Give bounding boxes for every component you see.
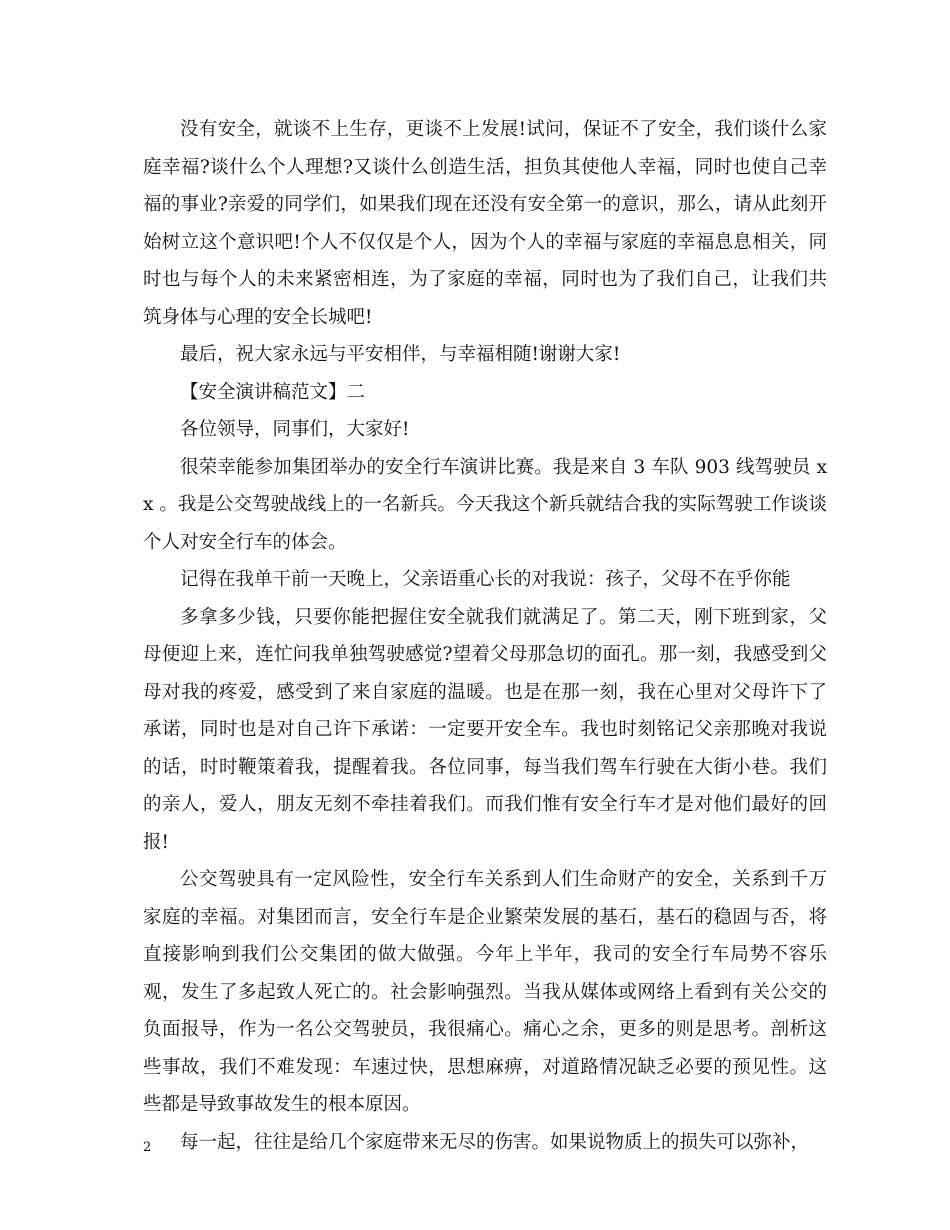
- page-number: 2: [143, 1140, 152, 1155]
- paragraph-parents-care: 多拿多少钱，只要你能把握住安全就我们就满足了。第二天，刚下班到家，父母便迎上来，连忙问我单独驾驶感觉?望着父母那急切的面孔。那一刻，我感受到父母对我的疼爱，感受到了来自家庭的温暖。也是在那一刻，我在心里对父母许下了承诺，同时也是对自己许下承诺：一定要开安全车。我也时刻铭记父亲那晚对我说的话，时时鞭策着我，提醒着我。各位同事，每当我们驾车行驶在大街小巷。我们的亲人，爱人，朋友无刻不牵挂着我们。而我们惟有安全行车才是对他们最好的回报!: [143, 606, 827, 853]
- paragraph-greeting: 各位领导，同事们，大家好!: [180, 419, 410, 440]
- document-body: [143, 111, 827, 1161]
- paragraph-final-wishes: 最后，祝大家永远与平安相伴，与幸福相随!谢谢大家!: [180, 344, 621, 365]
- section-heading: 【安全演讲稿范文】二: [180, 381, 366, 403]
- paragraph-accident-harm: 每一起，往往是给几个家庭带来无尽的伤害。如果说物质上的损失可以弥补，: [180, 1131, 810, 1153]
- paragraph-bus-risk: 公交驾驶具有一定风险性，安全行车关系到人们生命财产的安全，关系到千万家庭的幸福。对集团而言，安全行车是企业繁荣发展的基石，基石的稳固与否，将直接影响到我们公交集团的做大做强。今年上半年，我司的安全行车局势不容乐观，发生了多起致人死亡的。社会影响强烈。当我从媒体或网络上看到有关公交的负面报导，作为一名公交驾驶员，我很痛心。痛心之余，更多的则是思考。剖析这些事故，我们不难发现：车速过快，思想麻痹，对道路情况缺乏必要的预见性。这些都是导致事故发生的根本原因。: [143, 869, 827, 1115]
- paragraph-introduction: 很荣幸能参加集团举办的安全行车演讲比赛。我是来自 3 车队 903 线驾驶员 xx 。我是公交驾驶战线上的一名新兵。今天我这个新兵就结合我的实际驾驶工作谈谈个人对安全行车的体会。: [143, 456, 827, 553]
- paragraph-safety-closing: 没有安全，就谈不上生存，更谈不上发展!试问，保证不了安全，我们谈什么家庭幸福?谈什么个人理想?又谈什么创造生活，担负其使他人幸福，同时也使自己幸福的事业?亲爱的同学们，如果我们现在还没有安全第一的意识，那么，请从此刻开始树立这个意识吧!个人不仅仅是个人，因为个人的幸福与家庭的幸福息息相关，同时也与每个人的未来紧密相连，为了家庭的幸福，同时也为了我们自己，让我们共筑身体与心理的安全长城吧!: [143, 119, 827, 328]
- paragraph-father-words: 记得在我单干前一天晚上，父亲语重心长的对我说：孩子，父母不在乎你能: [180, 569, 791, 590]
